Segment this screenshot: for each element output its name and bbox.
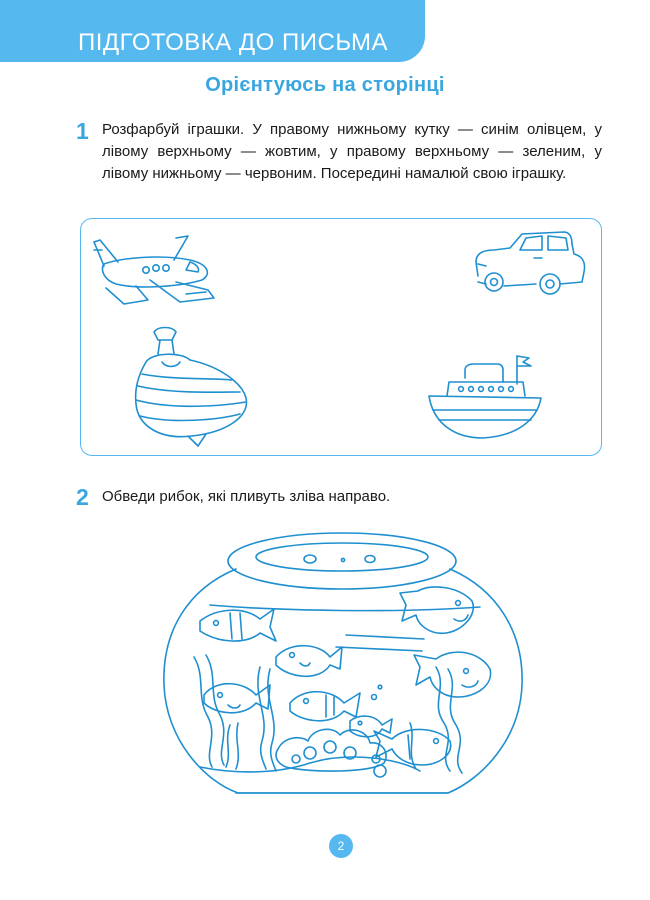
task-1-text: Розфарбуй іграшки. У правому нижньому кутку — синім олівцем, у лівому верхньому — жовтим, у правому верхньому — зеленим, у лівому нижньому — червоним. Посередині намалюй свою іграшку. (102, 121, 602, 182)
boat-icon (425, 352, 545, 444)
airplane-icon (90, 228, 220, 310)
spinning-top-icon (132, 322, 256, 448)
page-number: 2 (329, 834, 353, 858)
task-1-number: 1 (76, 118, 89, 144)
aquarium-illustration (160, 527, 525, 804)
page-title: ПІДГОТОВКА ДО ПИСЬМА (78, 29, 389, 56)
car-icon (472, 228, 590, 300)
page-subtitle: Орієнтуюсь на сторінці (205, 74, 445, 96)
task-2-number: 2 (76, 484, 89, 510)
task-2-text: Обведи рибок, які пливуть зліва направо. (102, 488, 391, 505)
